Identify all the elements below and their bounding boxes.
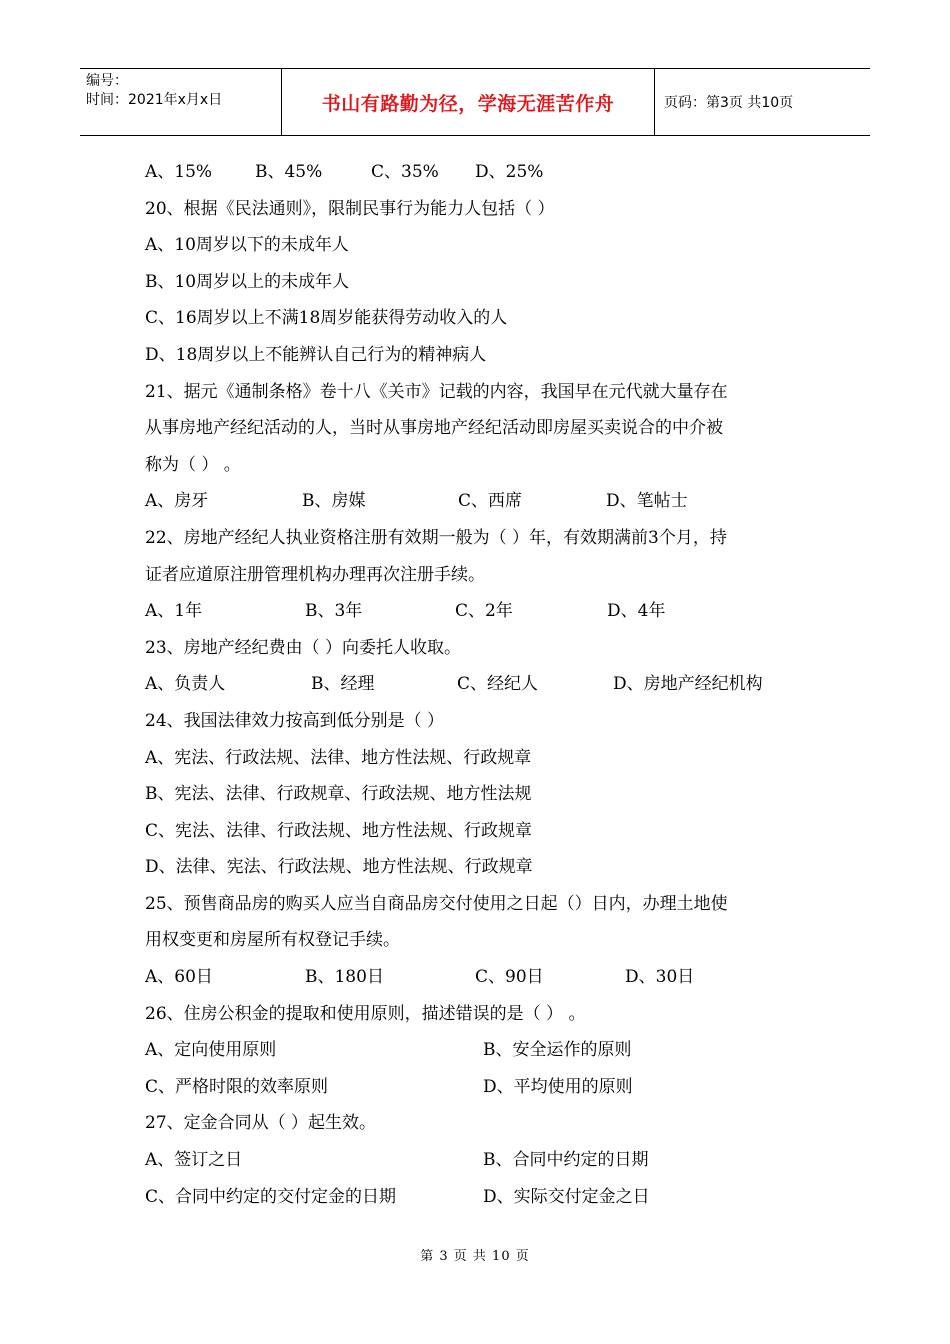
text-line: D、法律、宪法、行政法规、地方性法规、行政规章	[145, 857, 533, 878]
option-item: D、4年	[607, 601, 666, 622]
options-row	[145, 1179, 825, 1216]
options-row	[145, 593, 825, 630]
option-item: B、安全运作的原则	[483, 1040, 632, 1061]
option-item: C、严格时限的效率原则	[145, 1076, 329, 1097]
option-item: C、西席	[458, 491, 523, 512]
option-item: B、45%	[255, 162, 323, 182]
option-item: C、合同中约定的交付定金的日期	[145, 1186, 397, 1207]
option-item: C、经纪人	[457, 674, 539, 695]
header-number-label: 编号：	[86, 73, 128, 89]
option-item: A、1年	[145, 601, 203, 622]
option-item: D、25%	[475, 162, 544, 182]
option-item: B、180日	[305, 967, 384, 988]
text-line: 21、据元《通制条格》卷十八《关市》记载的内容，我国早在元代就大量存在	[145, 381, 728, 402]
option-item: D、实际交付定金之日	[483, 1186, 650, 1207]
text-line: 22、房地产经纪人执业资格注册有效期一般为（ ）年，有效期满前3个月，持	[145, 527, 727, 548]
option-item: A、房牙	[145, 491, 209, 512]
option-item: D、30日	[625, 967, 695, 988]
document-body	[145, 154, 825, 1215]
option-item: D、平均使用的原则	[483, 1076, 633, 1097]
option-item: B、3年	[305, 601, 363, 622]
option-item: A、60日	[145, 967, 213, 988]
text-line: 称为（ ） 。	[145, 454, 241, 475]
options-row	[145, 1032, 825, 1069]
option-item: C、2年	[455, 601, 513, 622]
header-page-info: 页码：第3页 共10页	[664, 95, 794, 111]
text-line: 24、我国法律效力按高到低分别是（ ）	[145, 710, 445, 731]
options-row	[145, 1142, 825, 1179]
option-item: A、定向使用原则	[145, 1040, 277, 1061]
text-line: 从事房地产经纪活动的人，当时从事房地产经纪活动即房屋买卖说合的中介被	[145, 418, 723, 439]
text-line: B、10周岁以上的未成年人	[145, 271, 350, 292]
text-line: 用权变更和房屋所有权登记手续。	[145, 930, 400, 951]
text-line: D、18周岁以上不能辨认自己行为的精神病人	[145, 344, 487, 365]
page-footer: 第 3 页 共 10 页	[420, 1249, 530, 1264]
option-item: A、负责人	[145, 674, 226, 695]
option-item: C、90日	[475, 967, 544, 988]
option-item: A、签订之日	[145, 1150, 243, 1171]
page-header	[80, 68, 870, 136]
header-divider	[654, 68, 655, 136]
option-item: D、房地产经纪机构	[613, 674, 763, 695]
option-item: B、经理	[311, 674, 375, 695]
text-line: C、宪法、法律、行政法规、地方性法规、行政规章	[145, 820, 533, 841]
option-item: B、房媒	[302, 491, 366, 512]
options-row	[145, 666, 825, 703]
text-line: 27、定金合同从（ ）起生效。	[145, 1113, 377, 1134]
text-line: 23、房地产经纪费由（ ）向委托人收取。	[145, 637, 462, 658]
text-line: A、宪法、行政法规、法律、地方性法规、行政规章	[145, 747, 532, 768]
option-item: B、合同中约定的日期	[483, 1150, 649, 1171]
text-line: A、10周岁以下的未成年人	[145, 235, 349, 256]
text-line: 证者应道原注册管理机构办理再次注册手续。	[145, 564, 485, 585]
header-motto: 书山有路勤为径，学海无涯苦作舟	[321, 92, 615, 115]
options-row	[145, 154, 825, 191]
options-row	[145, 959, 825, 996]
header-meta	[86, 72, 222, 110]
text-line: C、16周岁以上不满18周岁能获得劳动收入的人	[145, 308, 508, 329]
text-line: 25、预售商品房的购买人应当自商品房交付使用之日起（）日内，办理土地使	[145, 893, 728, 914]
text-line: 26、住房公积金的提取和使用原则，描述错误的是（ ） 。	[145, 1003, 586, 1024]
header-time-label: 时间：2021年x月x日	[86, 92, 223, 108]
text-line: B、宪法、法律、行政规章、行政法规、地方性法规	[145, 784, 532, 805]
option-item: D、笔帖士	[606, 491, 688, 512]
options-row	[145, 1069, 825, 1106]
options-row	[145, 483, 825, 520]
option-item: C、35%	[371, 162, 439, 182]
text-line: 20、根据《民法通则》，限制民事行为能力人包括（ ）	[145, 198, 555, 219]
option-item: A、15%	[145, 162, 213, 182]
